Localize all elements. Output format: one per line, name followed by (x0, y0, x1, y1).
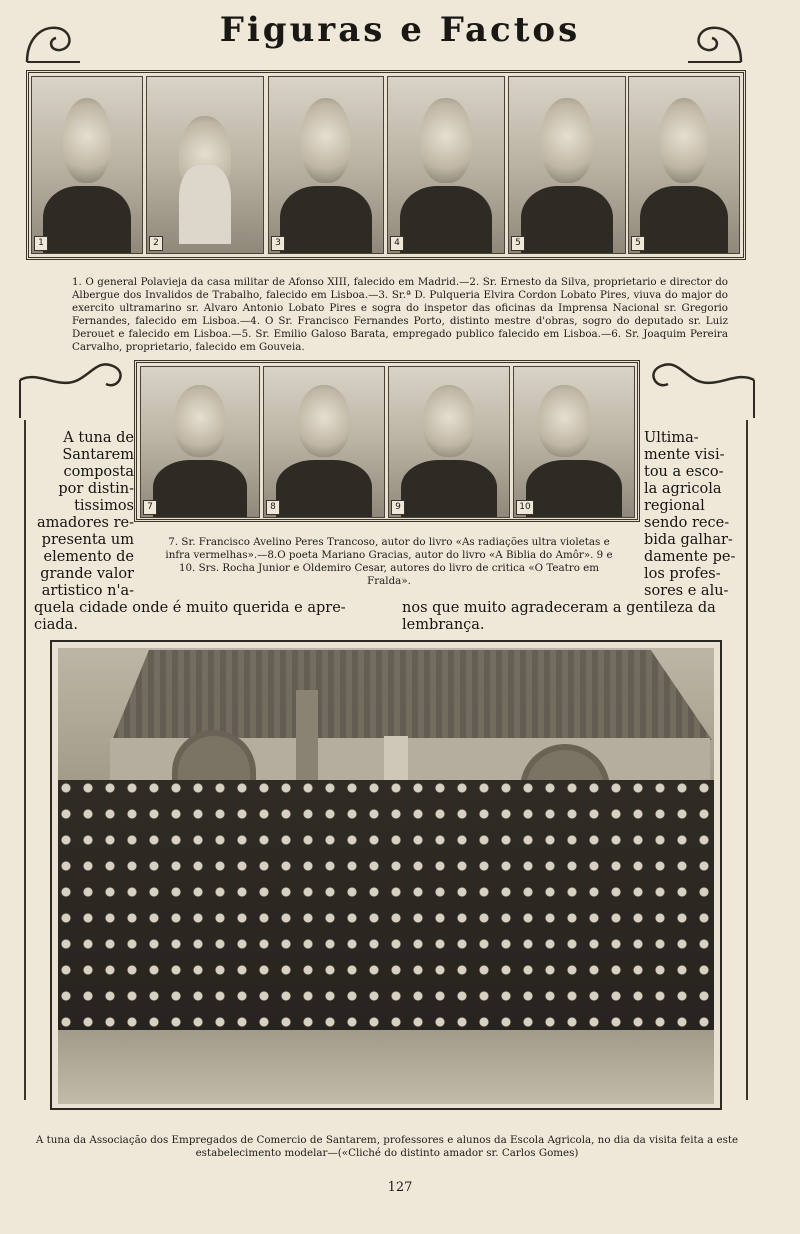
portrait-photo: 2 (146, 76, 264, 254)
page-number: 127 (387, 1180, 413, 1195)
portrait-photo: 3 (268, 76, 384, 254)
ornament-scroll-icon (18, 360, 136, 420)
building-roof (100, 650, 712, 740)
portrait-photo: 5 (628, 76, 740, 254)
portrait-photo: 8 (263, 366, 385, 518)
frame-rule-right (746, 420, 748, 1100)
right-column-text: Ultima- mente visi- tou a esco- la agricola regional sendo rece- bida galhar- damente pe- los profes- sores e alu- (644, 430, 736, 599)
group-photo-caption: A tuna da Associação dos Empregados de Comercio de Santarem, professores e alunos da Escola Agricola, no dia da visita feita a este estabelecimento modelar—(«Cliché do distinto amador sr. Carlos Gomes) (35, 1134, 739, 1159)
middle-caption: 7. Sr. Francisco Avelino Peres Trancoso, autor do livro «As radiações ultra violetas e infra vermelhas».—8.O poeta Mariano Gracias, autor do livro «A Biblia do Amôr». 9 e 10. Srs. Rocha Junior e Oldemiro Cesar, autores do livro de critica «O Teatro em Fralda». (165, 536, 613, 587)
left-column-text: A tuna de Santarem composta por distin- tissimos amadores re- presenta um elemento de grande valor artistico n'a- (36, 430, 134, 599)
portrait-photo: 7 (140, 366, 260, 518)
right-column-text-bottom: nos que muito agradeceram a gentileza da lembrança. (402, 600, 716, 633)
frame-rule-left (24, 420, 26, 1100)
top-caption: 1. O general Polavieja da casa militar de Afonso XIII, falecido em Madrid.—2. Sr. Ernesto da Silva, proprietario e director do Albergue dos Invalidos de Trabalho, falecido em Lisboa.—3. Sr.ª D. Pulqueria Elvira Cordon Lobato Pires, viuva do major do exercito ultramarino sr. Alvaro Antonio Lobato Pires e sogra do inspetor das oficinas da Imprensa Nacional sr. Gregorio Fernandes, falecido em Lisboa.—4. O Sr. Francisco Fernandes Porto, distinto mestre d'obras, sogro do deputado sr. Luiz Derouet e falecido em Lisboa.—5. Sr. Emilio Galoso Barata, empregado publico falecido em Lisboa.—6. Sr. Joaquim Pereira Carvalho, proprietario, falecido em Gouveia. (72, 276, 728, 353)
ornament-flourish-icon (686, 18, 746, 66)
ornament-scroll-icon (638, 360, 756, 420)
left-column-text-bottom: quela cidade onde é muito querida e apre- ciada. (34, 600, 346, 633)
crowd (58, 780, 714, 1030)
portrait-photo: 10 (513, 366, 635, 518)
ornament-flourish-icon (22, 18, 82, 66)
portrait-photo: 4 (387, 76, 505, 254)
portrait-photo: 1 (31, 76, 143, 254)
portrait-photo: 5 (508, 76, 626, 254)
portrait-photo: 9 (388, 366, 510, 518)
ground (58, 1030, 714, 1104)
page-title: Figuras e Factos (219, 10, 581, 50)
